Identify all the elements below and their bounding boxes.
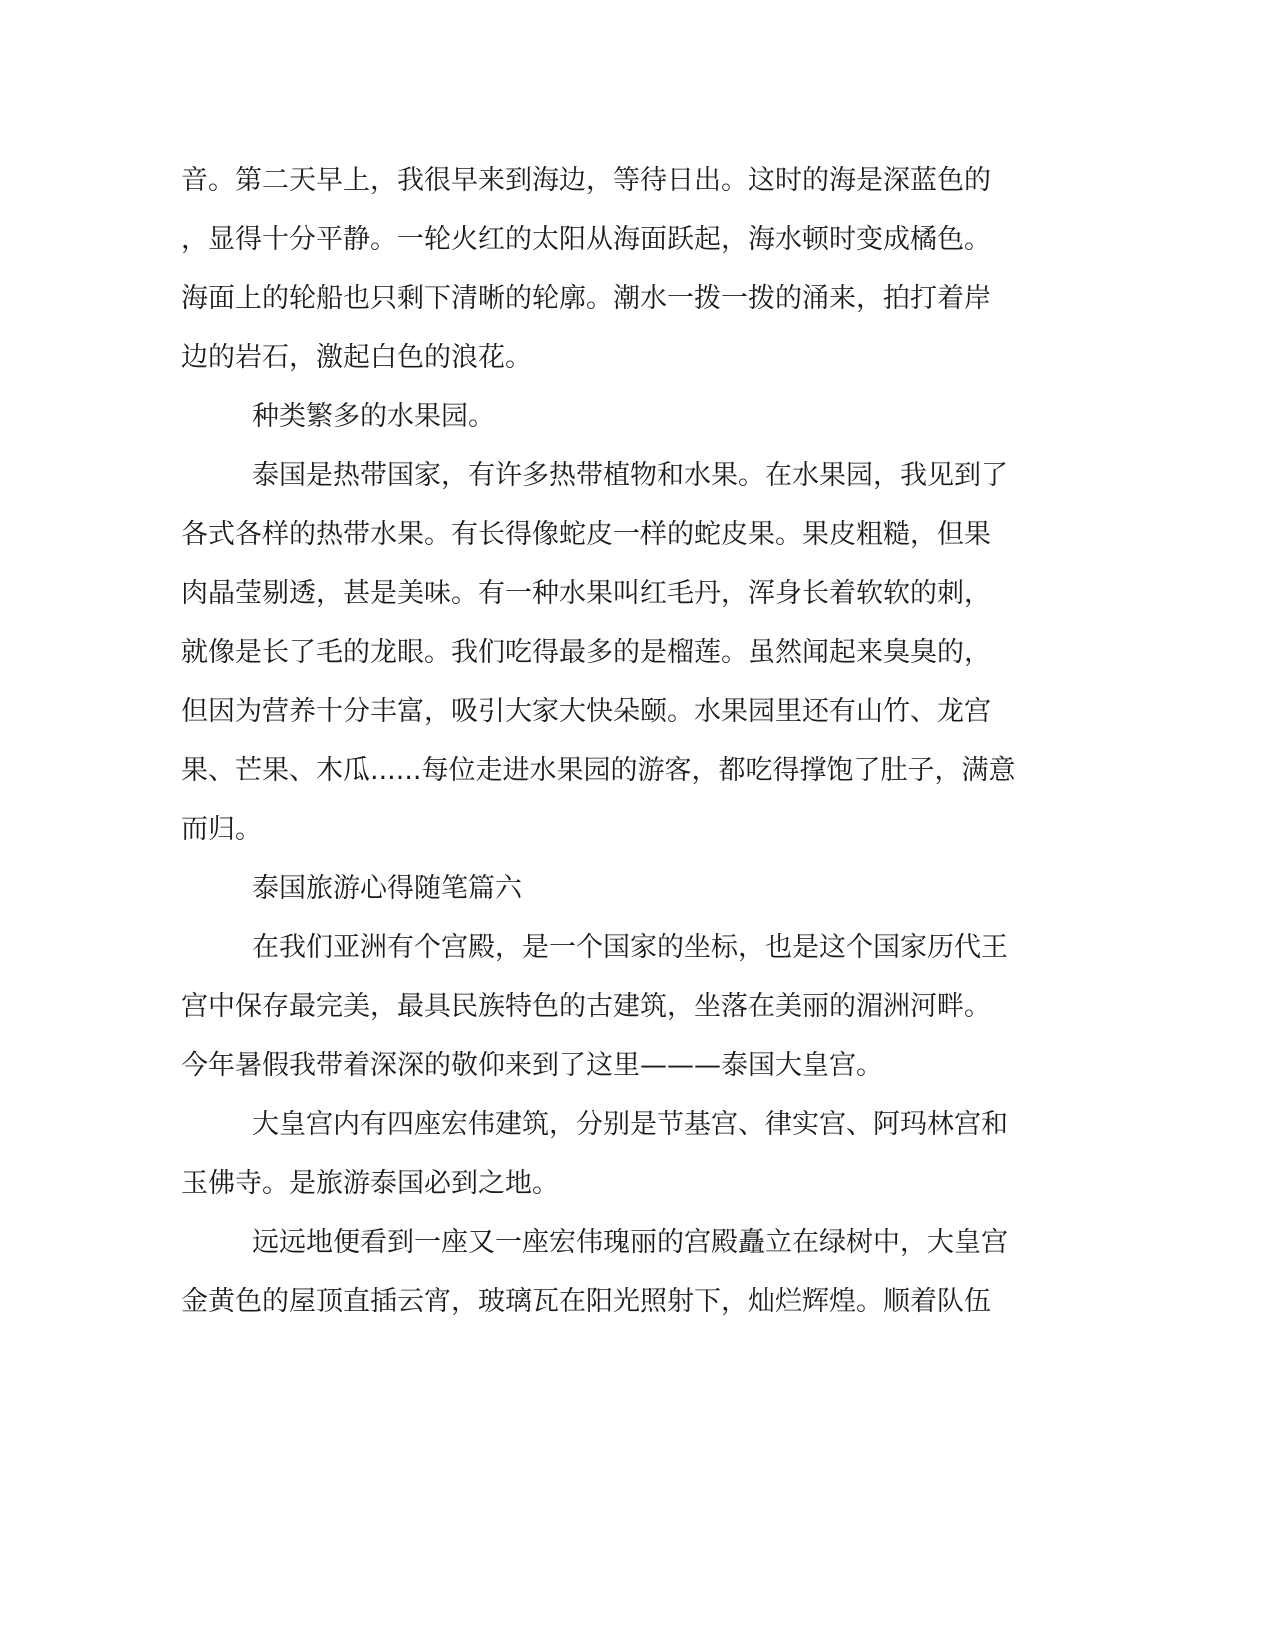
text-line: 宫中保存最完美，最具民族特色的古建筑，坐落在美丽的湄洲河畔。 <box>181 991 991 1022</box>
text-line: ，显得十分平静。一轮火红的太阳从海面跃起，海水顿时变成橘色。 <box>181 224 991 255</box>
text-line: 海面上的轮船也只剩下清晰的轮廓。潮水一拨一拨的涌来，拍打着岸 <box>181 283 991 314</box>
text-line: 音。第二天早上，我很早来到海边，等待日出。这时的海是深蓝色的 <box>181 165 991 196</box>
paragraph-start-line: 在我们亚洲有个宫殿，是一个国家的坐标，也是这个国家历代王 <box>252 932 1008 963</box>
text-line: 但因为营养十分丰富，吸引大家大快朵颐。水果园里还有山竹、龙宫 <box>181 696 991 727</box>
section-heading: 泰国旅游心得随笔篇六 <box>252 873 522 904</box>
text-line: 玉佛寺。是旅游泰国必到之地。 <box>181 1168 559 1199</box>
text-line: 边的岩石，激起白色的浪花。 <box>181 342 532 373</box>
text-line: 而归。 <box>181 814 262 845</box>
text-line: 就像是长了毛的龙眼。我们吃得最多的是榴莲。虽然闻起来臭臭的， <box>181 637 991 668</box>
text-line: 果、芒果、木瓜......每位走进水果园的游客，都吃得撑饱了肚子，满意 <box>181 755 1016 786</box>
text-line: 各式各样的热带水果。有长得像蛇皮一样的蛇皮果。果皮粗糙，但果 <box>181 519 991 550</box>
text-line: 金黄色的屋顶直插云宵，玻璃瓦在阳光照射下，灿烂辉煌。顺着队伍 <box>181 1286 991 1317</box>
text-line: 今年暑假我带着深深的敬仰来到了这里———泰国大皇宫。 <box>181 1050 883 1081</box>
paragraph-start-line: 大皇宫内有四座宏伟建筑，分别是节基宫、律实宫、阿玛林宫和 <box>252 1109 1008 1140</box>
paragraph-start-line: 泰国是热带国家，有许多热带植物和水果。在水果园，我见到了 <box>252 460 1008 491</box>
section-heading: 种类繁多的水果园。 <box>252 401 495 432</box>
paragraph-start-line: 远远地便看到一座又一座宏伟瑰丽的宫殿矗立在绿树中，大皇宫 <box>252 1227 1008 1258</box>
text-line: 肉晶莹剔透，甚是美味。有一种水果叫红毛丹，浑身长着软软的刺， <box>181 578 991 609</box>
